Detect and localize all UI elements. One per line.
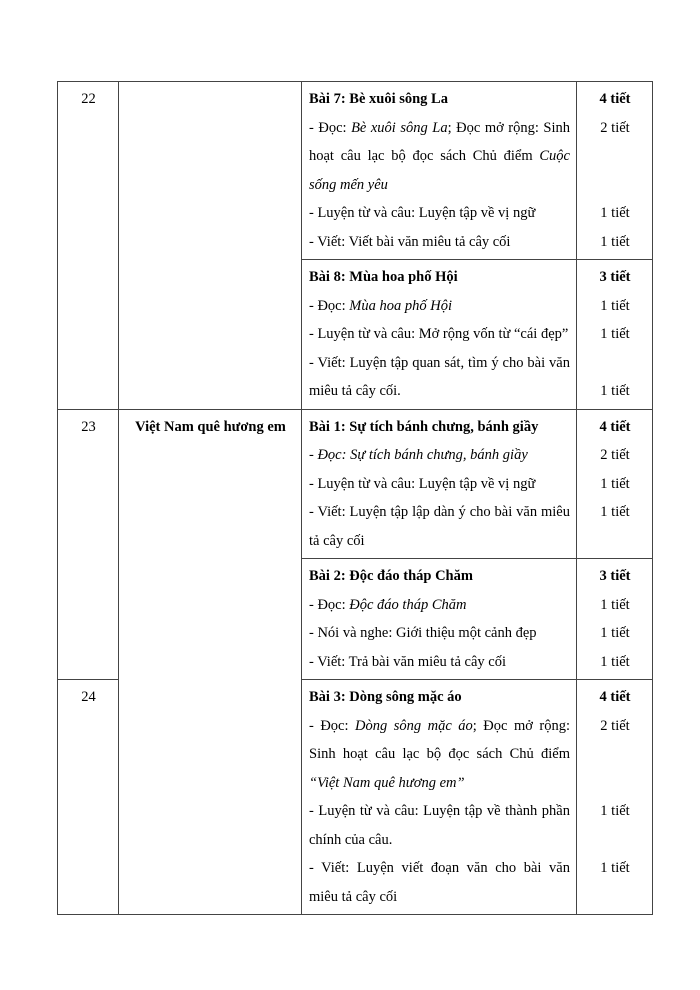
reading-title: Bè xuôi sông La <box>351 119 448 136</box>
periods-write: 1 tiết <box>600 504 630 520</box>
lesson-content <box>302 260 577 410</box>
periods-total: 3 tiết <box>599 568 631 584</box>
reading-title: Dòng sông mặc áo <box>355 717 473 734</box>
activity-read: - Đọc: Sự tích bánh chưng, bánh giầy <box>309 447 528 463</box>
periods-write: 1 tiết <box>600 653 630 670</box>
periods-write: 1 tiết <box>600 860 630 876</box>
lesson-content <box>302 680 577 915</box>
periods-cell <box>577 559 653 680</box>
periods-cell <box>577 82 653 260</box>
periods-cell <box>577 680 653 915</box>
activity-read: - Đọc: Độc đáo tháp Chăm <box>309 596 467 613</box>
periods-write: 1 tiết <box>600 233 630 250</box>
activity-vocab: - Luyện từ và câu: Luyện tập về vị ngữ <box>309 475 536 492</box>
activity-write: - Viết: Luyện tập quan sát, tìm ý cho bài văn miêu tả cây cối. <box>309 354 570 399</box>
activity-write: - Viết: Luyện tập lập dàn ý cho bài văn miêu tả cây cối <box>309 504 570 549</box>
theme-name: “Việt Nam quê hương em” <box>309 774 465 791</box>
lesson-schedule-table <box>57 81 653 915</box>
week-number: 24 <box>58 680 119 915</box>
activity-write: - Viết: Viết bài văn miêu tả cây cối <box>309 233 511 250</box>
lesson-title: Bài 2: Độc đáo tháp Chăm <box>309 568 473 584</box>
reading-title: Mùa hoa phố Hội <box>349 297 452 314</box>
lesson-title: Bài 7: Bè xuôi sông La <box>309 91 448 107</box>
periods-total: 3 tiết <box>599 269 631 285</box>
topic-cell: Việt Nam quê hương em <box>119 409 302 915</box>
activity-write: - Viết: Trả bài văn miêu tả cây cối <box>309 653 506 670</box>
periods-vocab: 1 tiết <box>600 326 630 342</box>
activity-read: - Đọc: Bè xuôi sông La; Đọc mở rộng: Sinh hoạt câu lạc bộ đọc sách Chủ điểm Cuộc sống mến yêu <box>309 119 571 193</box>
reading-title: Độc đáo tháp Chăm <box>349 596 467 613</box>
periods-cell <box>577 260 653 410</box>
lesson-title: Bài 8: Mùa hoa phố Hội <box>309 269 458 285</box>
activity-vocab: - Luyện từ và câu: Luyện tập về vị ngữ <box>309 205 536 221</box>
periods-read: 1 tiết <box>600 596 630 613</box>
periods-write: 1 tiết <box>600 383 630 399</box>
periods-vocab: 1 tiết <box>600 205 630 221</box>
activity-read: - Đọc: Dòng sông mặc áo; Đọc mở rộng: Sinh hoạt câu lạc bộ đọc sách Chủ điểm “Việt Nam quê hương em” <box>309 717 571 791</box>
topic-cell <box>119 82 302 410</box>
activity-vocab: - Luyện từ và câu: Mở rộng vốn từ “cái đẹp” <box>309 326 569 342</box>
lesson-content <box>302 82 577 260</box>
lesson-content <box>302 409 577 559</box>
periods-vocab: 1 tiết <box>600 475 630 492</box>
periods-read: 2 tiết <box>600 717 630 734</box>
theme-name: Cuộc sống mến yêu <box>309 148 570 193</box>
periods-vocab: 1 tiết <box>600 803 630 819</box>
periods-total: 4 tiết <box>599 689 631 705</box>
lesson-content <box>302 559 577 680</box>
periods-total: 4 tiết <box>599 418 631 435</box>
activity-write: - Viết: Luyện viết đoạn văn cho bài văn miêu tả cây cối <box>309 860 570 905</box>
periods-read: 2 tiết <box>600 119 630 136</box>
lesson-title: Bài 1: Sự tích bánh chưng, bánh giầy <box>309 418 539 435</box>
periods-cell <box>577 409 653 559</box>
week-number: 23 <box>58 409 119 680</box>
periods-read: 2 tiết <box>600 447 630 463</box>
activity-vocab: - Luyện từ và câu: Luyện tập về thành phần chính của câu. <box>309 803 570 848</box>
periods-read: 1 tiết <box>600 297 630 314</box>
table-row <box>58 82 653 260</box>
activity-read: - Đọc: Mùa hoa phố Hội <box>309 297 452 314</box>
periods-speak: 1 tiết <box>600 625 630 641</box>
table-row <box>58 409 653 559</box>
periods-total: 4 tiết <box>599 91 631 107</box>
week-number: 22 <box>58 82 119 410</box>
lesson-title: Bài 3: Dòng sông mặc áo <box>309 689 462 705</box>
activity-speak: - Nói và nghe: Giới thiệu một cảnh đẹp <box>309 625 537 641</box>
